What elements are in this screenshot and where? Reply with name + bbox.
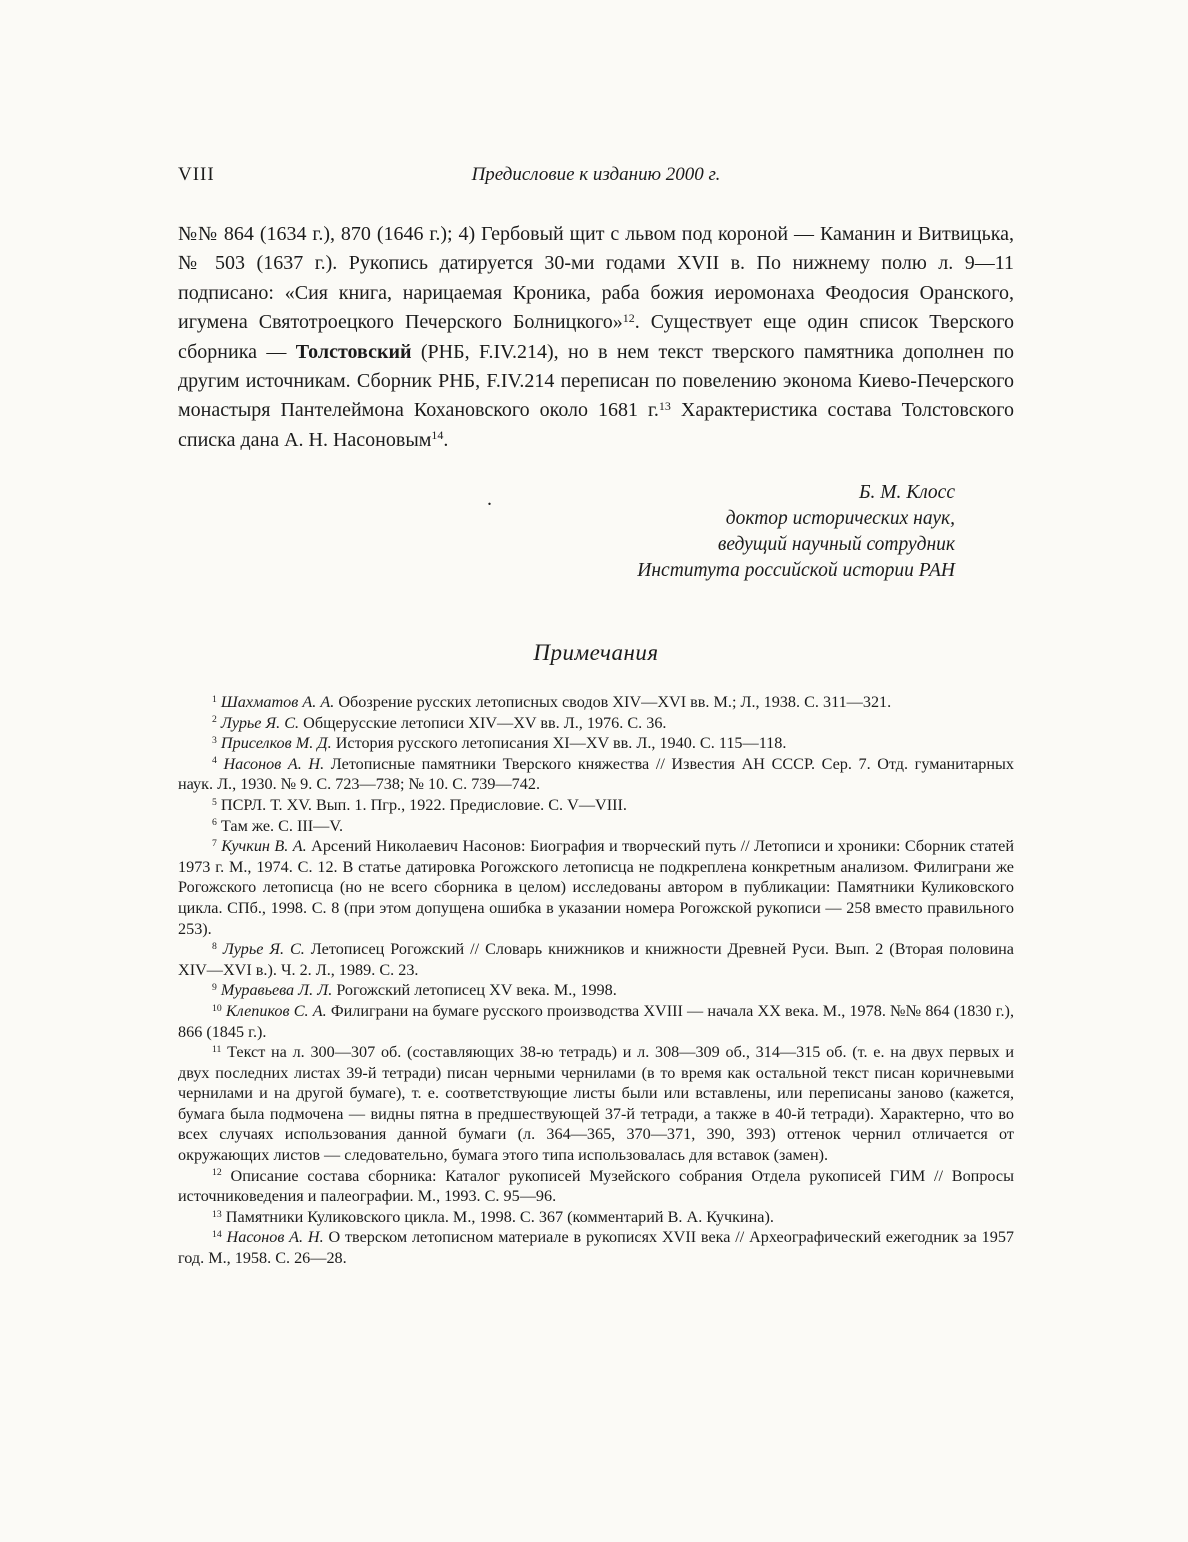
footnote-number: 8: [212, 940, 217, 952]
paragraph-segment: 12: [622, 310, 635, 325]
footnote-number: 4: [212, 755, 217, 767]
paragraph-segment: 13: [658, 398, 671, 413]
footnote-number: 7: [212, 837, 217, 849]
paragraph-segment: №№ 864 (1634 г.), 870 (1646 г.); 4) Гербовый щит с львом под короной — Каманин и Витвицька, № 503 (1637 г.). Рукопись датируется 30-ми годами XVII в. По нижнему полю л. 9—11 подписано: «Сия книга, нарицаемая Кроника, раба божия иеромонаха Феодосия Оранского, игумена Святотроецкого Печерского Болницкого»: [178, 223, 1014, 334]
paragraph-segment: 14: [431, 428, 444, 443]
main-paragraph: [178, 220, 1014, 455]
footnote-author: Клепиков С. А.: [225, 1001, 327, 1020]
signature-block: [637, 480, 955, 584]
print-artifact-dot: .: [487, 488, 492, 510]
footnote-author: Лурье Я. С.: [222, 940, 305, 959]
footnote: $^7$ Кучкин В. А. Арсений Николаевич Насонов: Биография и творческий путь // Летописи и хроники: Сборник статей 1973 г. М., 1974. С. 12. В статье датировка Рогожского летописца не подкреплена конкретным анализом. Филиграни же Рогожского летописца (но не всего сборника в целом) исследованы автором в публикации: Памятники Куликовского цикла. СПб., 1998. С. 8 (при этом допущена ошибка в указании номера Рогожской рукописи — 258 вместо правильного 253).: [178, 837, 1015, 938]
footnote: $^5$ ПСРЛ. Т. XV. Вып. 1. Пгр., 1922. Предисловие. С. V—VIII.: [212, 795, 627, 814]
footnote: $^{10}$ Клепиков С. А. Филиграни на бумаге русского производства XVIII — начала XX века. М., 1978. №№ 864 (1830 г.), 866 (1845 г.).: [178, 1001, 1014, 1041]
footnote-list: [178, 692, 1014, 1269]
footnote-author: Приселков М. Д.: [220, 734, 332, 753]
footnote: $^4$ Насонов А. Н. Летописные памятники Тверского княжества // Известия АН СССР. Сер. 7. Отд. гуманитарных наук. Л., 1930. № 9. С. 723—738; № 10. С. 739—742.: [178, 754, 1015, 794]
footnote: $^{11}$ Текст на л. 300—307 об. (составляющих 38-ю тетрадь) и л. 308—309 об., 314—315 об. (т. е. на двух первых и двух последних листах 39-й тетради) писан черными чернилами (в то время как остальной текст писан коричневыми чернилами и на другой бумаге), т. е. соответствующие листы были или вставлены, или переписаны заново (кажется, бумага была подмочена — видны пятна в предшествующей 37-й тетради, а также в 40-й тетради). Характерно, что во всех случаях использования данной бумаги (л. 364—365, 370—371, 390, 393) оттенок чернил отличается от окружающих листов — следовательно, бумага этого типа использовалась для вставок (замен).: [178, 1043, 1015, 1165]
paragraph-segment: (РНБ, F.IV.214), но в нем текст тверского памятника дополнен по другим источникам. Сборник РНБ, F.IV.214 переписан по повелению эконома Киево-Печерского монастыря Пантелеймона Кохановского около 1681 г.: [178, 340, 1014, 422]
paragraph-segment: Толстовский: [295, 340, 412, 363]
paragraph-segment: .: [443, 428, 449, 451]
footnote-number: 1: [212, 693, 217, 705]
footnote-author: Шахматов А. А.: [220, 693, 335, 711]
footnote-number: 2: [212, 714, 217, 726]
footnote: $^{12}$ Описание состава сборника: Каталог рукописей Музейского собрания Отдела рукописей ГИМ // Вопросы источниковедения и палеографии. М., 1993. С. 95—96.: [178, 1166, 1014, 1206]
running-header: [178, 162, 1014, 190]
paragraph-segment: Характеристика состава Толстовского списка дана А. Н. Насоновым: [178, 399, 1014, 451]
footnote: $^1$ Шахматов А. А. Обозрение русских летописных сводов XIV—XVI вв. М.; Л., 1938. С. 311—321.: [212, 693, 892, 711]
footnote: $^{14}$ Насонов А. Н. О тверском летописном материале в рукописях XVII века // Археографический ежегодник за 1957 год. М., 1958. С. 26—28.: [178, 1228, 1015, 1268]
running-title: Предисловие к изданию 2000 г.: [471, 164, 721, 185]
footnote-author: Насонов А. Н.: [223, 754, 325, 773]
footnote-author: Кучкин В. А.: [221, 837, 307, 856]
signature-name: Б. М. Клосс: [859, 482, 955, 503]
footnote: $^3$ Приселков М. Д. История русского летописания XI—XV вв. Л., 1940. С. 115—118.: [212, 734, 787, 753]
signature-line-3: Института российской истории РАН: [637, 560, 955, 581]
footnote: $^6$ Там же. С. III—V.: [212, 816, 344, 835]
footnote-author: Муравьева Л. Л.: [220, 981, 333, 1000]
footnote-author: Насонов А. Н.: [226, 1228, 324, 1247]
footnote: $^{13}$ Памятники Куликовского цикла. М., 1998. С. 367 (комментарий В. А. Кучкина).: [212, 1207, 774, 1226]
signature-line-1: доктор исторических наук,: [725, 508, 955, 529]
footnote: $^9$ Муравьева Л. Л. Рогожский летописец XV века. М., 1998.: [212, 981, 617, 1000]
paragraph-segment: . Существует еще один список Тверского сборника —: [178, 311, 1014, 363]
footnote-number: 10: [212, 1002, 222, 1014]
footnote-number: 6: [212, 817, 217, 829]
footnote-number: 5: [212, 796, 217, 808]
notes-heading: Примечания: [533, 640, 659, 665]
signature-line-2: ведущий научный сотрудник: [717, 534, 955, 555]
footnote-number: 11: [212, 1043, 222, 1055]
footnote: $^2$ Лурье Я. С. Общерусские летописи XIV—XV вв. Л., 1976. С. 36.: [212, 713, 667, 732]
footnote-number: 3: [212, 734, 217, 746]
footnote: $^8$ Лурье Я. С. Летописец Рогожский // Словарь книжников и книжности Древней Руси. Вып. 2 (Вторая половина XIV—XVI в.). Ч. 2. Л., 1989. С. 23.: [178, 940, 1014, 979]
footnote-number: 12: [212, 1167, 222, 1179]
footnote-number: 13: [212, 1208, 222, 1220]
footnote-number: 14: [212, 1229, 222, 1241]
page-number: VIII: [178, 164, 215, 185]
footnote-number: 9: [212, 981, 217, 993]
footnote-author: Лурье Я. С.: [220, 713, 300, 732]
